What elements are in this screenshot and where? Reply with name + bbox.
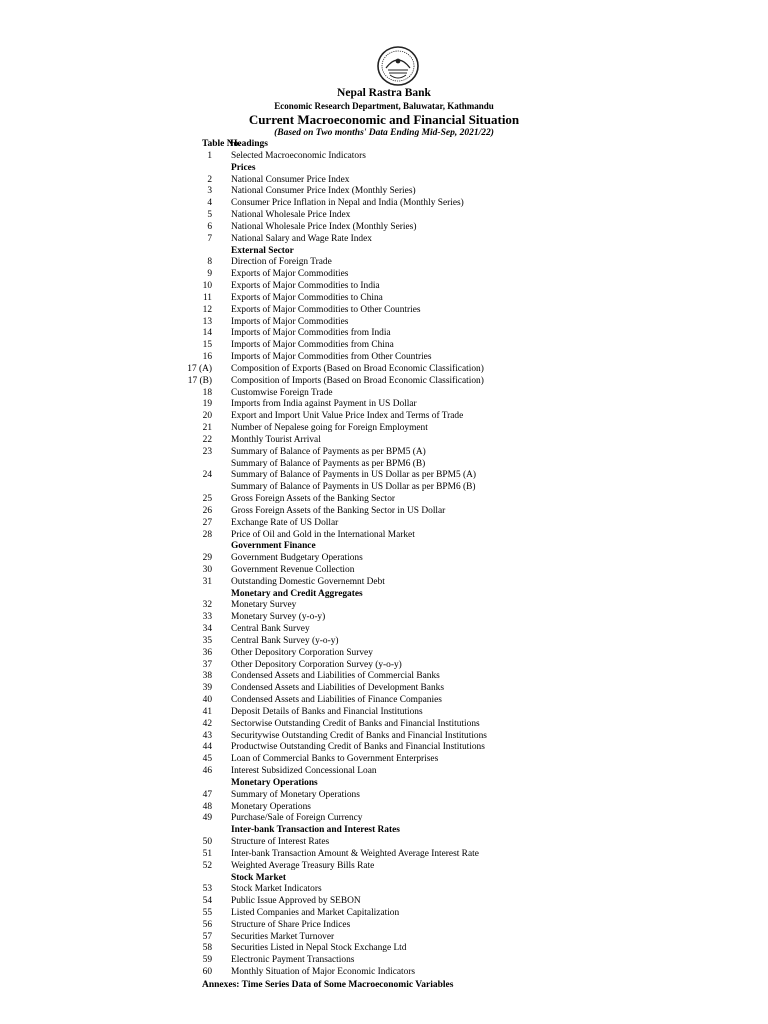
table-heading-text: Number of Nepalese going for Foreign Employment (231, 423, 428, 434)
table-number: 24 (202, 470, 212, 481)
table-heading-text: Consumer Price Inflation in Nepal and India (Monthly Series) (231, 198, 464, 209)
table-heading-text: Imports of Major Commodities (231, 316, 349, 327)
contents-item (190, 861, 750, 873)
contents-item (190, 210, 750, 222)
table-number: 30 (202, 564, 212, 575)
table-number: 2 (207, 174, 212, 185)
table-heading-text: Electronic Payment Transactions (231, 955, 355, 966)
section-title: Prices (231, 162, 256, 173)
table-heading-text: Monetary Survey (y-o-y) (231, 612, 326, 623)
contents-item (190, 423, 750, 435)
section-heading (190, 873, 750, 885)
table-number: 51 (202, 848, 212, 859)
table-heading-text: Exports of Major Commodities (231, 269, 349, 280)
annexes-note: Annexes: Time Series Data of Some Macroeconomic Variables (202, 980, 454, 990)
contents-item (190, 399, 750, 411)
table-number: 32 (202, 600, 212, 611)
section-heading (190, 589, 750, 601)
contents-item (190, 766, 750, 778)
table-number: 17 (A) (187, 363, 212, 374)
table-heading-text: Exports of Major Commodities to China (231, 292, 383, 303)
table-number: 20 (202, 411, 212, 422)
table-heading-text: Customwise Foreign Trade (231, 387, 333, 398)
contents-item (190, 932, 750, 944)
contents-item (190, 731, 750, 743)
table-number: 59 (202, 955, 212, 966)
contents-item (190, 459, 750, 471)
contents-item (190, 222, 750, 234)
table-heading-text: Productwise Outstanding Credit of Banks and Financial Institutions (231, 742, 485, 753)
contents-item (190, 695, 750, 707)
table-number: 25 (202, 494, 212, 505)
table-number: 54 (202, 896, 212, 907)
table-number: 58 (202, 943, 212, 954)
table-of-contents (187, 151, 750, 979)
table-heading-text: Summary of Balance of Payments as per BPM6 (B) (231, 458, 426, 469)
contents-item (190, 577, 750, 589)
table-heading-text: Loan of Commercial Banks to Government Enterprises (231, 754, 439, 765)
contents-item (190, 943, 750, 955)
section-heading (190, 541, 750, 553)
table-number: 43 (202, 730, 212, 741)
table-number: 34 (202, 624, 212, 635)
section-heading (190, 163, 750, 175)
table-heading-text: National Wholesale Price Index (Monthly Series) (231, 221, 417, 232)
table-heading-text: National Wholesale Price Index (231, 210, 351, 221)
table-heading-text: Public Issue Approved by SEBON (231, 896, 361, 907)
table-heading-text: Composition of Exports (Based on Broad Economic Classification) (231, 363, 484, 374)
table-number: 57 (202, 931, 212, 942)
contents-item (190, 600, 750, 612)
contents-item (190, 813, 750, 825)
contents-item (190, 530, 750, 542)
table-number: 39 (202, 683, 212, 694)
table-heading-text: Deposit Details of Banks and Financial Institutions (231, 706, 423, 717)
contents-item (187, 363, 750, 376)
section-title: External Sector (231, 245, 294, 256)
contents-item (190, 967, 750, 979)
table-number: 55 (202, 908, 212, 918)
table-heading-text: Listed Companies and Market Capitalization (231, 908, 400, 918)
contents-item (190, 884, 750, 896)
table-number: 42 (202, 718, 212, 729)
table-heading-text: Monthly Situation of Major Economic Indicators (231, 967, 416, 978)
table-number: 6 (207, 221, 212, 232)
table-number: 27 (202, 517, 212, 528)
table-number: 60 (202, 967, 212, 978)
bank-seal-logo (376, 44, 420, 88)
table-heading-text: Structure of Interest Rates (231, 837, 330, 848)
contents-item (190, 506, 750, 518)
contents-item (190, 660, 750, 672)
table-number: 5 (207, 210, 212, 221)
table-number: 12 (202, 304, 212, 315)
table-number: 21 (202, 423, 212, 434)
table-heading-text: Stock Market Indicators (231, 884, 322, 895)
section-title: Government Finance (231, 541, 316, 552)
table-heading-text: Monetary Survey (231, 600, 297, 611)
table-heading-text: Purchase/Sale of Foreign Currency (231, 813, 363, 824)
contents-item (190, 186, 750, 198)
contents-item (190, 553, 750, 565)
contents-item (190, 340, 750, 352)
contents-item (190, 802, 750, 814)
table-heading-text: Composition of Imports (Based on Broad Economic Classification) (231, 375, 484, 386)
section-title: Stock Market (231, 872, 286, 883)
contents-item (190, 175, 750, 187)
bank-name: Nepal Rastra Bank (337, 87, 431, 99)
table-heading-text: Imports of Major Commodities from China (231, 340, 394, 351)
contents-item (190, 257, 750, 269)
table-heading-text: Imports from India against Payment in US Dollar (231, 399, 417, 410)
table-number: 15 (202, 340, 212, 351)
contents-item (190, 470, 750, 482)
table-heading-text: Outstanding Domestic Governemnt Debt (231, 576, 385, 587)
contents-item (190, 388, 750, 400)
table-heading-text: Imports of Major Commodities from India (231, 328, 391, 339)
department-address: Economic Research Department, Baluwatar, Kathmandu (274, 101, 494, 111)
contents-item (190, 920, 750, 932)
table-number: 47 (202, 789, 212, 800)
table-heading-text: Government Budgetary Operations (231, 553, 363, 564)
table-heading-text: Export and Import Unit Value Price Index and Terms of Trade (231, 411, 464, 422)
table-heading-text: Structure of Share Price Indices (231, 919, 351, 930)
contents-item (190, 293, 750, 305)
table-heading-text: Exports of Major Commodities to India (231, 281, 380, 292)
contents-item (190, 955, 750, 967)
table-heading-text: Central Bank Survey (231, 624, 310, 635)
contents-item (190, 790, 750, 802)
table-heading-text: Condensed Assets and Liabilities of Development Banks (231, 683, 444, 694)
contents-item (190, 742, 750, 754)
table-heading-text: Direction of Foreign Trade (231, 257, 332, 268)
table-heading-text: Government Revenue Collection (231, 564, 355, 575)
table-number: 9 (207, 269, 212, 280)
table-number: 56 (202, 919, 212, 930)
table-number: 49 (202, 813, 212, 824)
table-heading-text: Exchange Rate of US Dollar (231, 517, 339, 528)
table-number: 16 (202, 352, 212, 363)
table-number: 53 (202, 884, 212, 895)
contents-item (190, 896, 750, 908)
table-number: 35 (202, 635, 212, 646)
table-number: 13 (202, 316, 212, 327)
table-number: 44 (202, 742, 212, 753)
table-number: 1 (207, 151, 212, 161)
table-heading-text: Imports of Major Commodities from Other Countries (231, 352, 432, 363)
contents-item (190, 234, 750, 246)
table-number: 52 (202, 860, 212, 871)
table-heading-text: Central Bank Survey (y-o-y) (231, 635, 339, 646)
table-number: 41 (202, 706, 212, 717)
contents-item (190, 411, 750, 423)
document-title: Current Macroeconomic and Financial Situation (248, 112, 520, 127)
table-number: 38 (202, 671, 212, 682)
contents-item (190, 269, 750, 281)
section-heading (190, 825, 750, 837)
table-number: 29 (202, 553, 212, 564)
contents-item (190, 707, 750, 719)
contents-item (190, 719, 750, 731)
table-heading-text: Summary of Balance of Payments in US Dollar as per BPM6 (B) (231, 482, 476, 493)
table-number: 36 (202, 647, 212, 658)
table-number: 10 (202, 281, 212, 292)
table-heading-text: Monthly Tourist Arrival (231, 434, 321, 445)
table-number-heading: Table No. (202, 139, 241, 149)
table-header (202, 139, 268, 149)
document-subtitle: (Based on Two months' Data Ending Mid-Sep, 2021/22) (274, 128, 494, 138)
table-heading-text: Monetary Operations (231, 801, 311, 812)
contents-item (190, 281, 750, 293)
table-number: 48 (202, 801, 212, 812)
table-heading-text: Other Depository Corporation Survey (y-o-y) (231, 659, 402, 670)
contents-item (190, 317, 750, 329)
table-number: 31 (202, 576, 212, 587)
table-number: 18 (202, 387, 212, 398)
contents-item (190, 683, 750, 695)
table-heading-text: Gross Foreign Assets of the Banking Sector in US Dollar (231, 505, 446, 516)
contents-item (190, 624, 750, 636)
table-heading-text: Interest Subsidized Concessional Loan (231, 766, 377, 777)
table-number: 46 (202, 766, 212, 777)
table-number: 8 (207, 257, 212, 268)
contents-item (190, 482, 750, 494)
table-heading-text: Price of Oil and Gold in the International Market (231, 529, 415, 540)
contents-item (190, 754, 750, 766)
table-heading-text: Summary of Monetary Operations (231, 789, 360, 800)
table-heading-text: Securities Market Turnover (231, 931, 335, 942)
table-number: 17 (B) (187, 375, 212, 386)
table-heading-text: Securitywise Outstanding Credit of Banks and Financial Institutions (231, 730, 487, 741)
section-title: Monetary and Credit Aggregates (231, 588, 363, 599)
section-heading (190, 246, 750, 258)
contents-item (190, 352, 750, 364)
table-heading-text: Condensed Assets and Liabilities of Commercial Banks (231, 671, 440, 682)
table-heading-text: National Consumer Price Index (231, 174, 350, 185)
contents-item (190, 447, 750, 459)
contents-item (190, 849, 750, 861)
headings-heading: Headings (230, 139, 269, 149)
table-heading-text: Selected Macroeconomic Indicators (231, 151, 366, 161)
table-number: 40 (202, 695, 212, 706)
contents-item (190, 198, 750, 210)
contents-item (190, 837, 750, 849)
contents-item (190, 908, 750, 920)
table-heading-text: Other Depository Corporation Survey (231, 647, 373, 658)
table-number: 37 (202, 659, 212, 670)
contents-item (190, 518, 750, 530)
table-number: 19 (202, 399, 212, 410)
contents-item (187, 375, 750, 388)
table-number: 26 (202, 505, 212, 516)
table-heading-text: Sectorwise Outstanding Credit of Banks and Financial Institutions (231, 718, 480, 729)
section-title: Inter-bank Transaction and Interest Rates (231, 825, 400, 836)
table-heading-text: Gross Foreign Assets of the Banking Sector (231, 494, 396, 505)
table-heading-text: Summary of Balance of Payments in US Dollar as per BPM5 (A) (231, 470, 477, 481)
contents-item (190, 648, 750, 660)
table-number: 11 (202, 292, 212, 303)
table-heading-text: National Consumer Price Index (Monthly Series) (231, 186, 416, 197)
contents-item (190, 305, 750, 317)
table-heading-text: National Salary and Wage Rate Index (231, 233, 372, 244)
contents-item (190, 494, 750, 506)
table-heading-text: Exports of Major Commodities to Other Countries (231, 304, 421, 315)
contents-item (190, 612, 750, 624)
table-heading-text: Summary of Balance of Payments as per BPM5 (A) (231, 446, 426, 457)
contents-item (190, 151, 750, 163)
table-number: 4 (207, 198, 212, 209)
table-number: 23 (202, 446, 212, 457)
contents-item (190, 435, 750, 447)
contents-item (190, 565, 750, 577)
table-number: 7 (207, 233, 212, 244)
table-heading-text: Weighted Average Treasury Bills Rate (231, 860, 375, 871)
contents-item (190, 328, 750, 340)
section-title: Monetary Operations (231, 777, 318, 788)
table-heading-text: Condensed Assets and Liabilities of Finance Companies (231, 695, 442, 706)
table-number: 3 (207, 186, 212, 197)
table-number: 50 (202, 837, 212, 848)
table-number: 45 (202, 754, 212, 765)
table-number: 28 (202, 529, 212, 540)
table-number: 33 (202, 612, 212, 623)
table-heading-text: Securities Listed in Nepal Stock Exchange Ltd (231, 943, 407, 954)
contents-item (190, 636, 750, 648)
contents-item (190, 671, 750, 683)
section-heading (190, 778, 750, 790)
table-heading-text: Inter-bank Transaction Amount & Weighted Average Interest Rate (231, 848, 479, 859)
table-number: 22 (202, 434, 212, 445)
table-number: 14 (202, 328, 212, 339)
